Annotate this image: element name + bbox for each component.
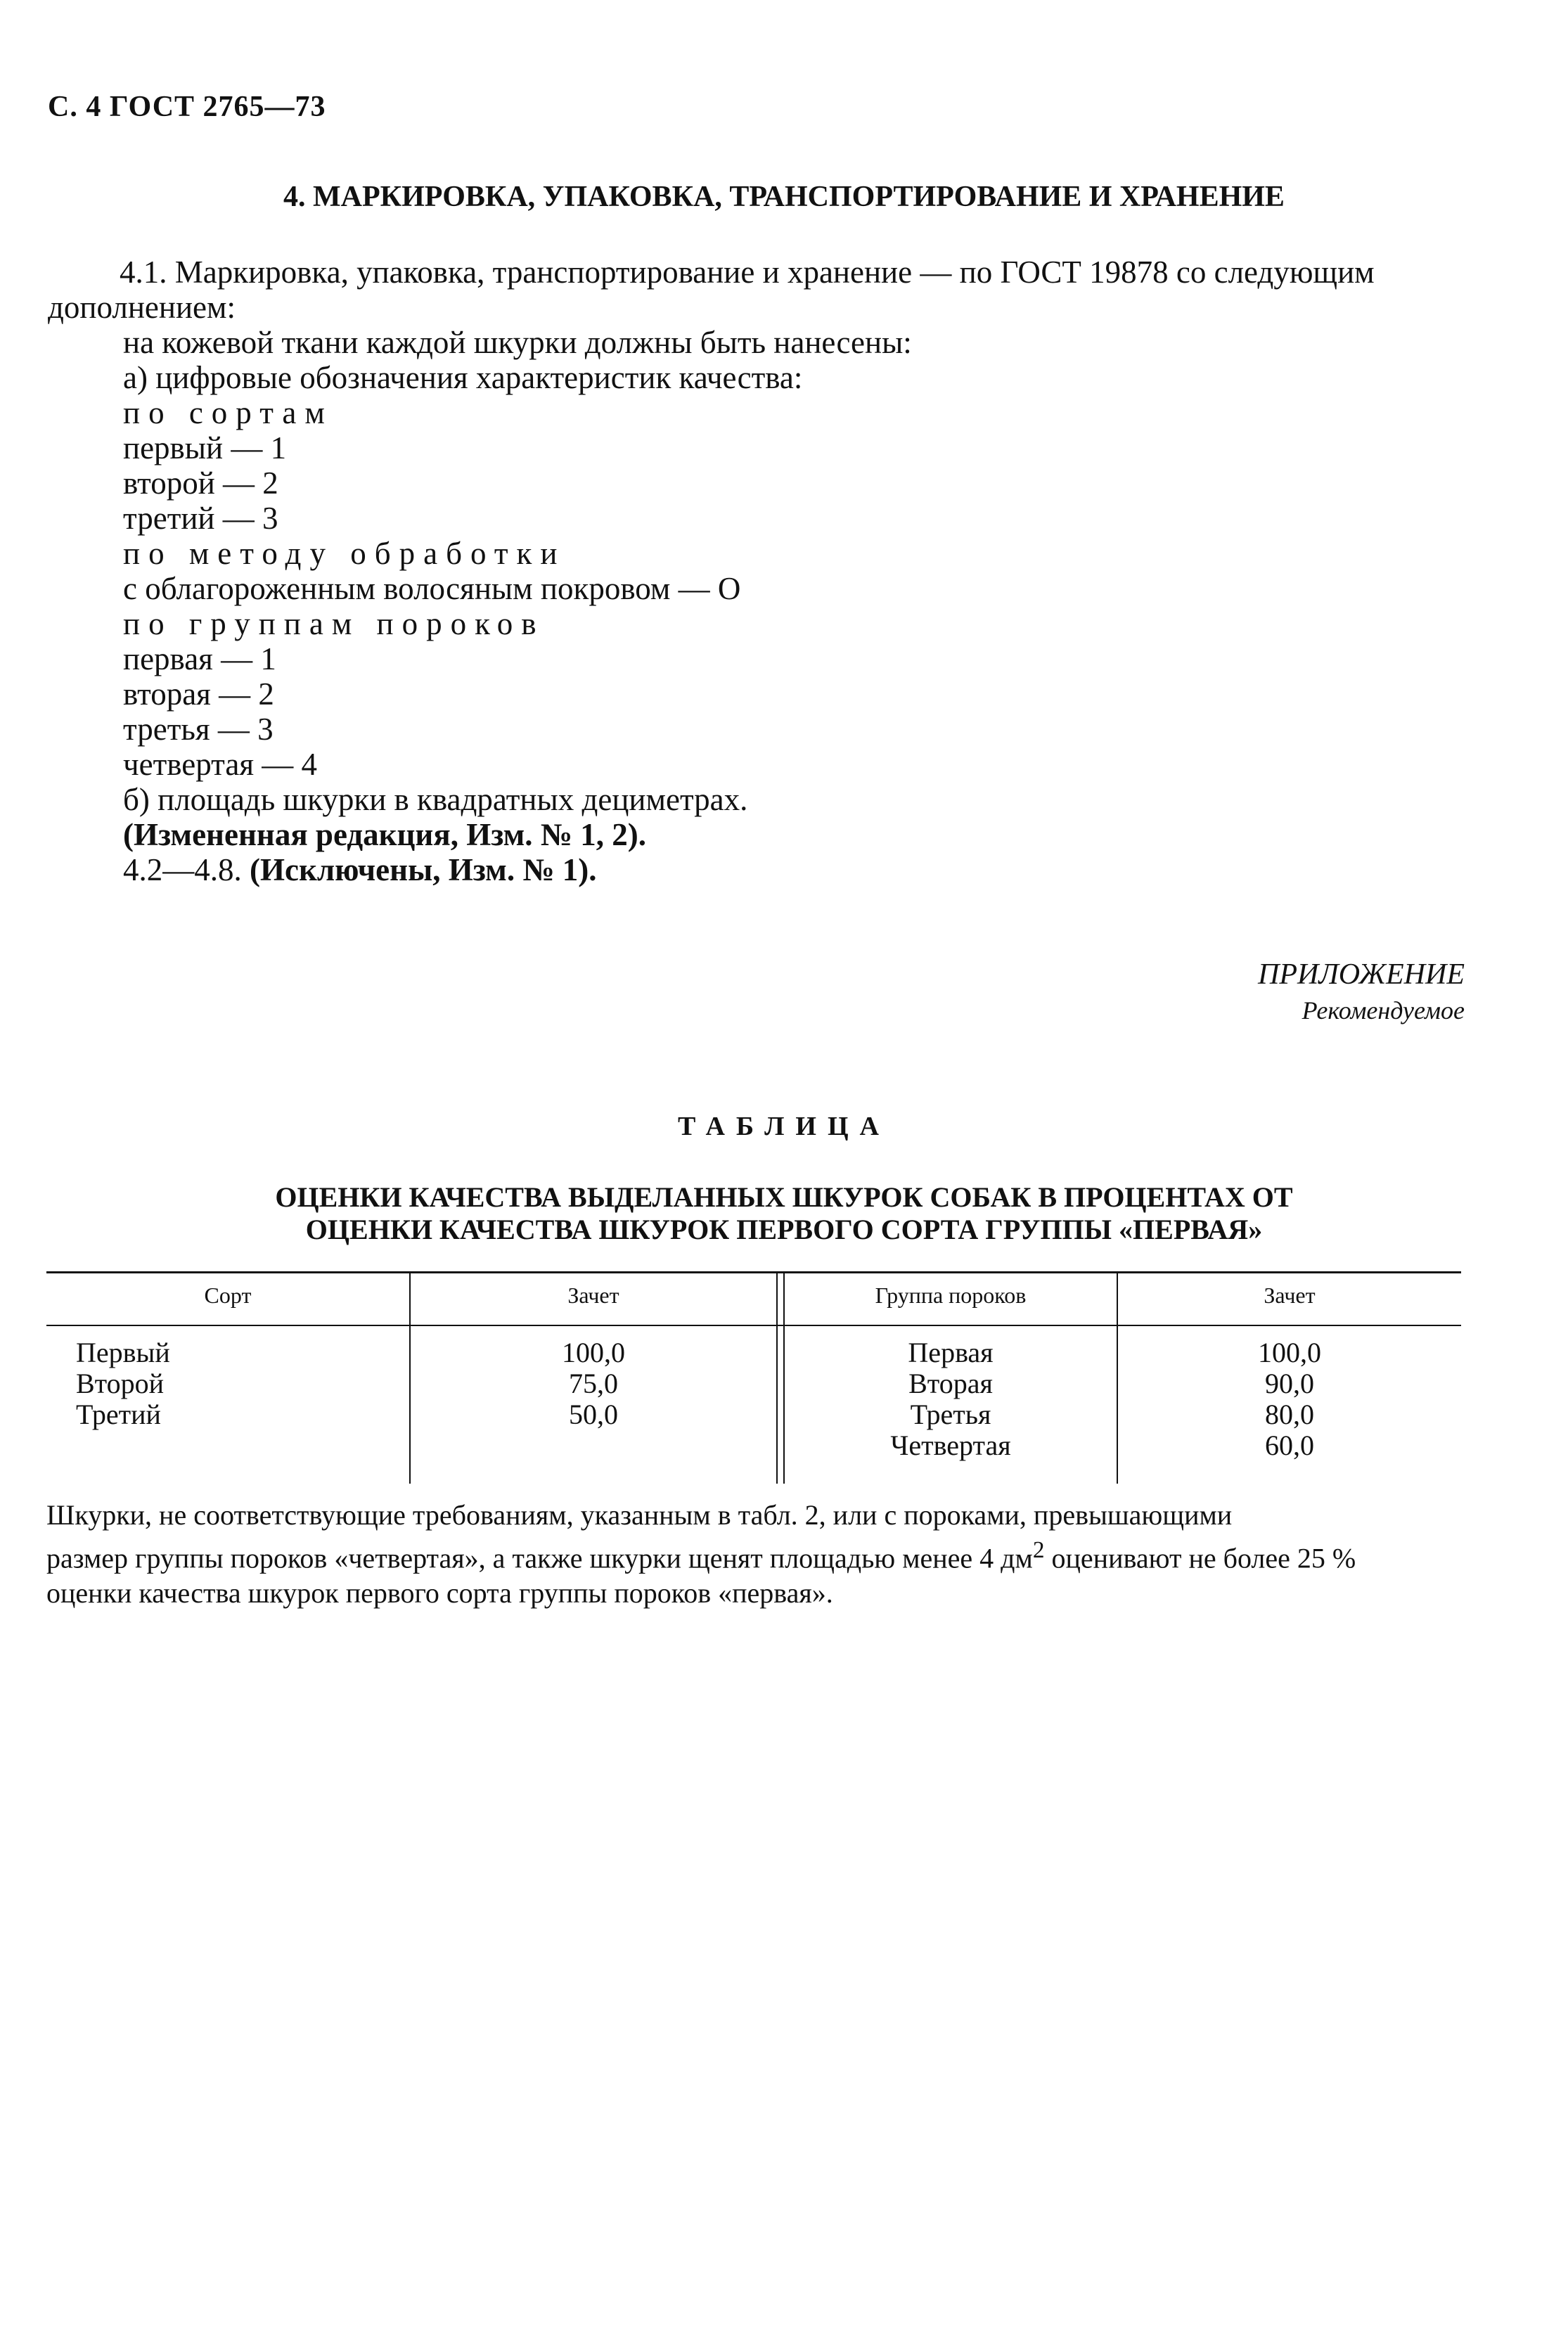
footnote-line [46, 1533, 1461, 1576]
appendix-title: ПРИЛОЖЕНИЕ [1258, 958, 1465, 991]
table-title [0, 1181, 1568, 1246]
list-line: третья — 3 [123, 712, 274, 747]
table-cell: 75,0 [569, 1368, 618, 1399]
table-cell: 90,0 [1265, 1368, 1314, 1399]
list-line: третий — 3 [123, 501, 278, 536]
excluded-note-number: 4.2—4.8. [123, 852, 250, 887]
list-subheading: по сортам [123, 395, 333, 430]
table-header-cell: Группа пороков [875, 1283, 1027, 1308]
footnote-text: размер группы пороков «четвертая», а также шкурки щенят площадью менее 4 дм [46, 1542, 1033, 1574]
table-column-sort [76, 1337, 399, 1430]
list-line: вторая — 2 [123, 676, 274, 712]
paragraph-4-1: 4.1. Маркировка, упаковка, транспортирование и хранение — по ГОСТ 19878 со следующим [120, 255, 1375, 290]
appendix-label [1258, 956, 1465, 1028]
table-column-sort-zachet [411, 1337, 776, 1430]
paragraph-4-1-continuation: дополнением: [48, 290, 236, 325]
amendment-note: (Измененная редакция, Изм. № 1, 2). [123, 817, 647, 852]
table-footnote [46, 1498, 1461, 1611]
list-subheading: по группам пороков [123, 606, 545, 641]
table-cell: Третья [910, 1399, 991, 1430]
table-title-line-1: ОЦЕНКИ КАЧЕСТВА ВЫДЕЛАННЫХ ШКУРОК СОБАК В ПРОЦЕНТАХ ОТ [275, 1181, 1293, 1213]
table-cell: Вторая [908, 1368, 993, 1399]
table-column-group-zachet [1118, 1337, 1461, 1461]
footnote-line: оценки качества шкурок первого сорта группы пороков «первая». [46, 1577, 833, 1610]
table-header-cell: Сорт [204, 1283, 252, 1308]
list-line: четвертая — 4 [123, 747, 318, 782]
list-line: первая — 1 [123, 641, 276, 676]
section-title: 4. МАРКИРОВКА, УПАКОВКА, ТРАНСПОРТИРОВАНИЕ И ХРАНЕНИЕ [283, 181, 1285, 213]
list-subheading: по методу обработки [123, 536, 566, 571]
list-line: второй — 2 [123, 465, 278, 501]
table-header-cell: Зачет [1264, 1283, 1316, 1308]
table-top-rule [46, 1271, 1461, 1273]
table-title-line-2: ОЦЕНКИ КАЧЕСТВА ШКУРОК ПЕРВОГО СОРТА ГРУППЫ «ПЕРВАЯ» [305, 1214, 1263, 1245]
list-line: а) цифровые обозначения характеристик качества: [123, 360, 803, 395]
table-cell: Второй [76, 1368, 165, 1399]
table-cell: 50,0 [569, 1399, 618, 1430]
page-header: С. 4 ГОСТ 2765—73 [48, 91, 326, 123]
footnote-line: Шкурки, не соответствующие требованиям, указанным в табл. 2, или с пороками, превышающими [46, 1499, 1233, 1531]
table-cell: 60,0 [1265, 1430, 1314, 1461]
table-header-cell: Зачет [567, 1283, 619, 1308]
table-cell: Четвертая [890, 1430, 1011, 1461]
footnote-superscript: 2 [1032, 1537, 1045, 1563]
list-line: первый — 1 [123, 430, 287, 465]
table-double-divider [776, 1271, 778, 1484]
table-cell: 100,0 [562, 1337, 625, 1368]
appendix-subtitle: Рекомендуемое [1302, 996, 1465, 1024]
excluded-note [123, 852, 912, 887]
excluded-note-text: (Исключены, Изм. № 1). [250, 852, 597, 887]
table-cell: Третий [76, 1399, 161, 1430]
quality-table [46, 1271, 1461, 1484]
table-header-rule [46, 1325, 1461, 1326]
list-line: с облагороженным волосяным покровом — О [123, 571, 741, 606]
marking-list [123, 325, 912, 887]
list-line: на кожевой ткани каждой шкурки должны быть нанесены: [123, 325, 912, 360]
table-cell: Первый [76, 1337, 170, 1368]
table-cell: 100,0 [1258, 1337, 1321, 1368]
table-column-group [785, 1337, 1117, 1461]
table-cell: Первая [908, 1337, 994, 1368]
table-cell: 80,0 [1265, 1399, 1314, 1430]
footnote-text: оценивают не более 25 % [1044, 1542, 1356, 1574]
table-heading: ТАБЛИЦА [678, 1112, 890, 1141]
list-line: б) площадь шкурки в квадратных дециметрах. [123, 782, 748, 817]
